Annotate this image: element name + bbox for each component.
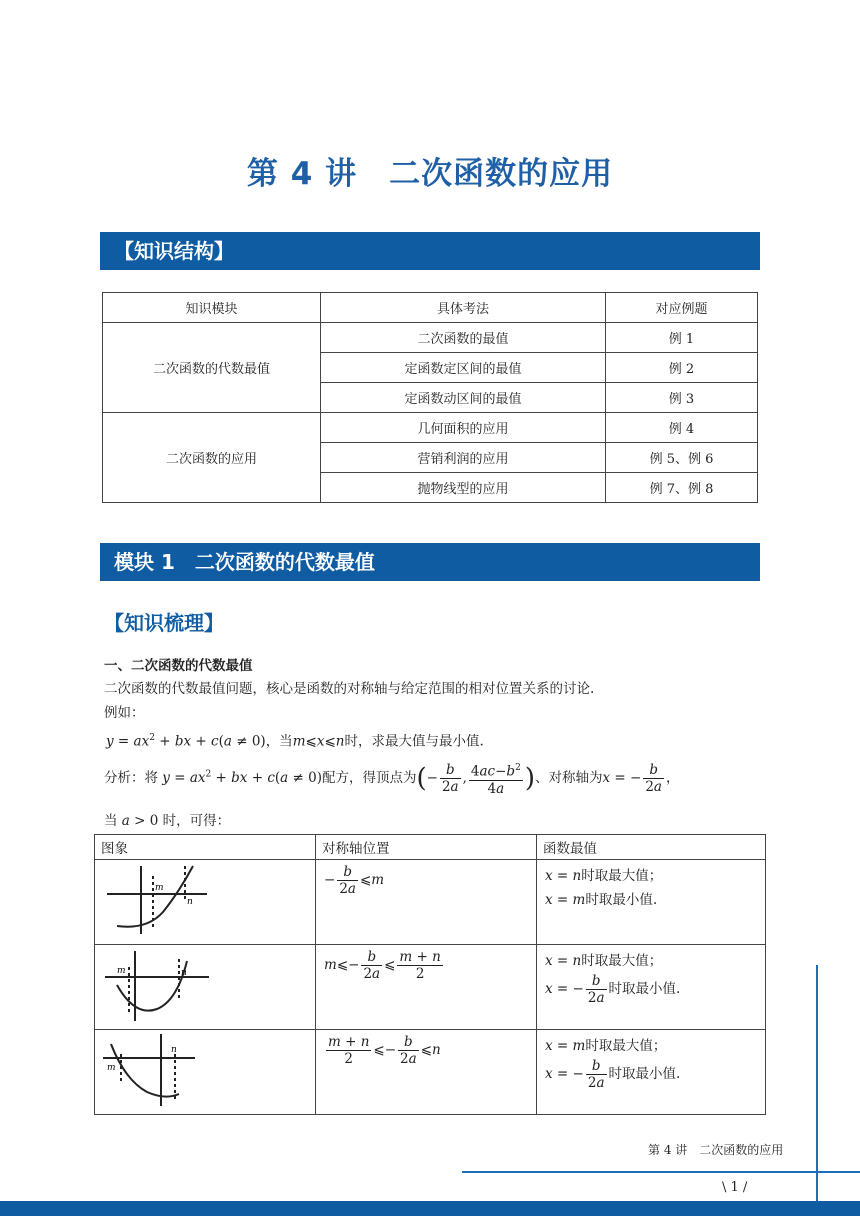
text: 当 — [104, 813, 118, 829]
subsection-heading: 一、二次函数的代数最值 — [104, 658, 253, 674]
parabola-graph-3 — [95, 1030, 215, 1110]
section-heading-review: 【知识梳理】 — [104, 611, 224, 635]
text: 时，可得： — [162, 813, 231, 829]
paragraph: 二次函数的代数最值问题，核心是函数的对称轴与给定范围的相对位置关系的讨论. — [104, 681, 595, 697]
graph-cell — [95, 860, 316, 945]
text: 时取最大值； — [581, 953, 663, 969]
table-row — [103, 323, 758, 353]
text: 时取最大值； — [581, 868, 663, 884]
text: 时，求最大值与最小值. — [344, 733, 484, 750]
example-cell: 例 7、例 8 — [606, 473, 758, 503]
vertex-cases-table — [94, 834, 766, 1115]
text: 配方，得顶点为 — [321, 769, 417, 786]
graph-cell — [95, 945, 316, 1030]
table-row — [95, 860, 766, 945]
table-row — [103, 413, 758, 443]
knowledge-structure-table — [102, 292, 758, 503]
text: 分析：将 — [104, 769, 158, 786]
header-cell: 函数最值 — [537, 835, 766, 860]
header-cell: 对称轴位置 — [316, 835, 537, 860]
text: 时取最大值； — [585, 1038, 667, 1054]
analysis-line: 分析：将 $y = ax^2$ + bx + c(a ≠ 0)配方，得顶点为(− $\frac{b}{2a}$ , $\frac{4ac-b^2}{4a}$ )、对称轴为x = − $\frac{b}{2a}$ ， — [104, 761, 680, 797]
condition-line: 当 a > 0 时，可得： — [104, 813, 231, 829]
footer-band — [0, 1201, 860, 1216]
table-header-row — [95, 835, 766, 860]
footer-chapter-title: 第 4 讲 二次函数的应用 — [648, 1143, 784, 1157]
axis-position-cell: $\frac{m + n}{2}$ ⩽− $\frac{b}{2a}$ ⩽n — [316, 1030, 537, 1115]
table-row — [95, 945, 766, 1030]
svg-text:m: m — [117, 966, 126, 976]
method-cell: 二次函数的最值 — [321, 323, 606, 353]
parabola-graph-1 — [95, 860, 215, 940]
module-bar: 模块 1 二次函数的代数最值 — [100, 543, 760, 581]
svg-text:n: n — [171, 1045, 177, 1055]
example-cell: 例 1 — [606, 323, 758, 353]
parabola-graph-2 — [95, 945, 215, 1025]
extrema-cell: x = m时取最大值； x = − $\frac{b}{2a}$ 时取最小值. — [537, 1030, 766, 1115]
table-row — [95, 1030, 766, 1115]
example-equation: $y = ax^2$ + bx + c(a ≠ 0)，当m⩽x⩽n时，求最大值与最小值. — [106, 733, 484, 750]
example-cell: 例 2 — [606, 353, 758, 383]
method-cell: 定函数定区间的最值 — [321, 353, 606, 383]
svg-text:m: m — [155, 883, 164, 893]
axis-position-cell: − $\frac{b}{2a}$ ⩽m — [316, 860, 537, 945]
example-cell: 例 5、例 6 — [606, 443, 758, 473]
footer-vertical-rule — [816, 965, 818, 1201]
header-cell: 知识模块 — [103, 293, 321, 323]
text: 时取最小值. — [608, 981, 681, 997]
svg-text:n: n — [181, 968, 187, 978]
method-cell: 营销利润的应用 — [321, 443, 606, 473]
section-bar-structure: 【知识结构】 — [100, 232, 760, 270]
footer-rule — [462, 1171, 860, 1173]
header-cell: 具体考法 — [321, 293, 606, 323]
method-cell: 抛物线型的应用 — [321, 473, 606, 503]
extrema-cell: x = n时取最大值； x = m时取最小值. — [537, 860, 766, 945]
module-cell: 二次函数的代数最值 — [103, 323, 321, 413]
text: ，当 — [265, 733, 293, 750]
page-title: 第 4 讲 二次函数的应用 — [246, 156, 614, 192]
example-cell: 例 3 — [606, 383, 758, 413]
page-number: \ 1 / — [722, 1180, 748, 1195]
header-cell: 对应例题 — [606, 293, 758, 323]
svg-text:m: m — [107, 1063, 116, 1073]
table-header-row — [103, 293, 758, 323]
svg-text:n: n — [187, 897, 193, 907]
header-cell: 图象 — [95, 835, 316, 860]
method-cell: 定函数动区间的最值 — [321, 383, 606, 413]
axis-position-cell: m⩽− $\frac{b}{2a}$ ⩽ $\frac{m + n}{2}$ — [316, 945, 537, 1030]
graph-cell — [95, 1030, 316, 1115]
module-cell: 二次函数的应用 — [103, 413, 321, 503]
paragraph-example: 例如： — [104, 705, 145, 721]
text: 、对称轴为 — [534, 769, 603, 786]
text: 时取最小值. — [608, 1066, 681, 1082]
extrema-cell: x = n时取最大值； x = − $\frac{b}{2a}$ 时取最小值. — [537, 945, 766, 1030]
method-cell: 几何面积的应用 — [321, 413, 606, 443]
text: 时取最小值. — [585, 892, 658, 908]
example-cell: 例 4 — [606, 413, 758, 443]
